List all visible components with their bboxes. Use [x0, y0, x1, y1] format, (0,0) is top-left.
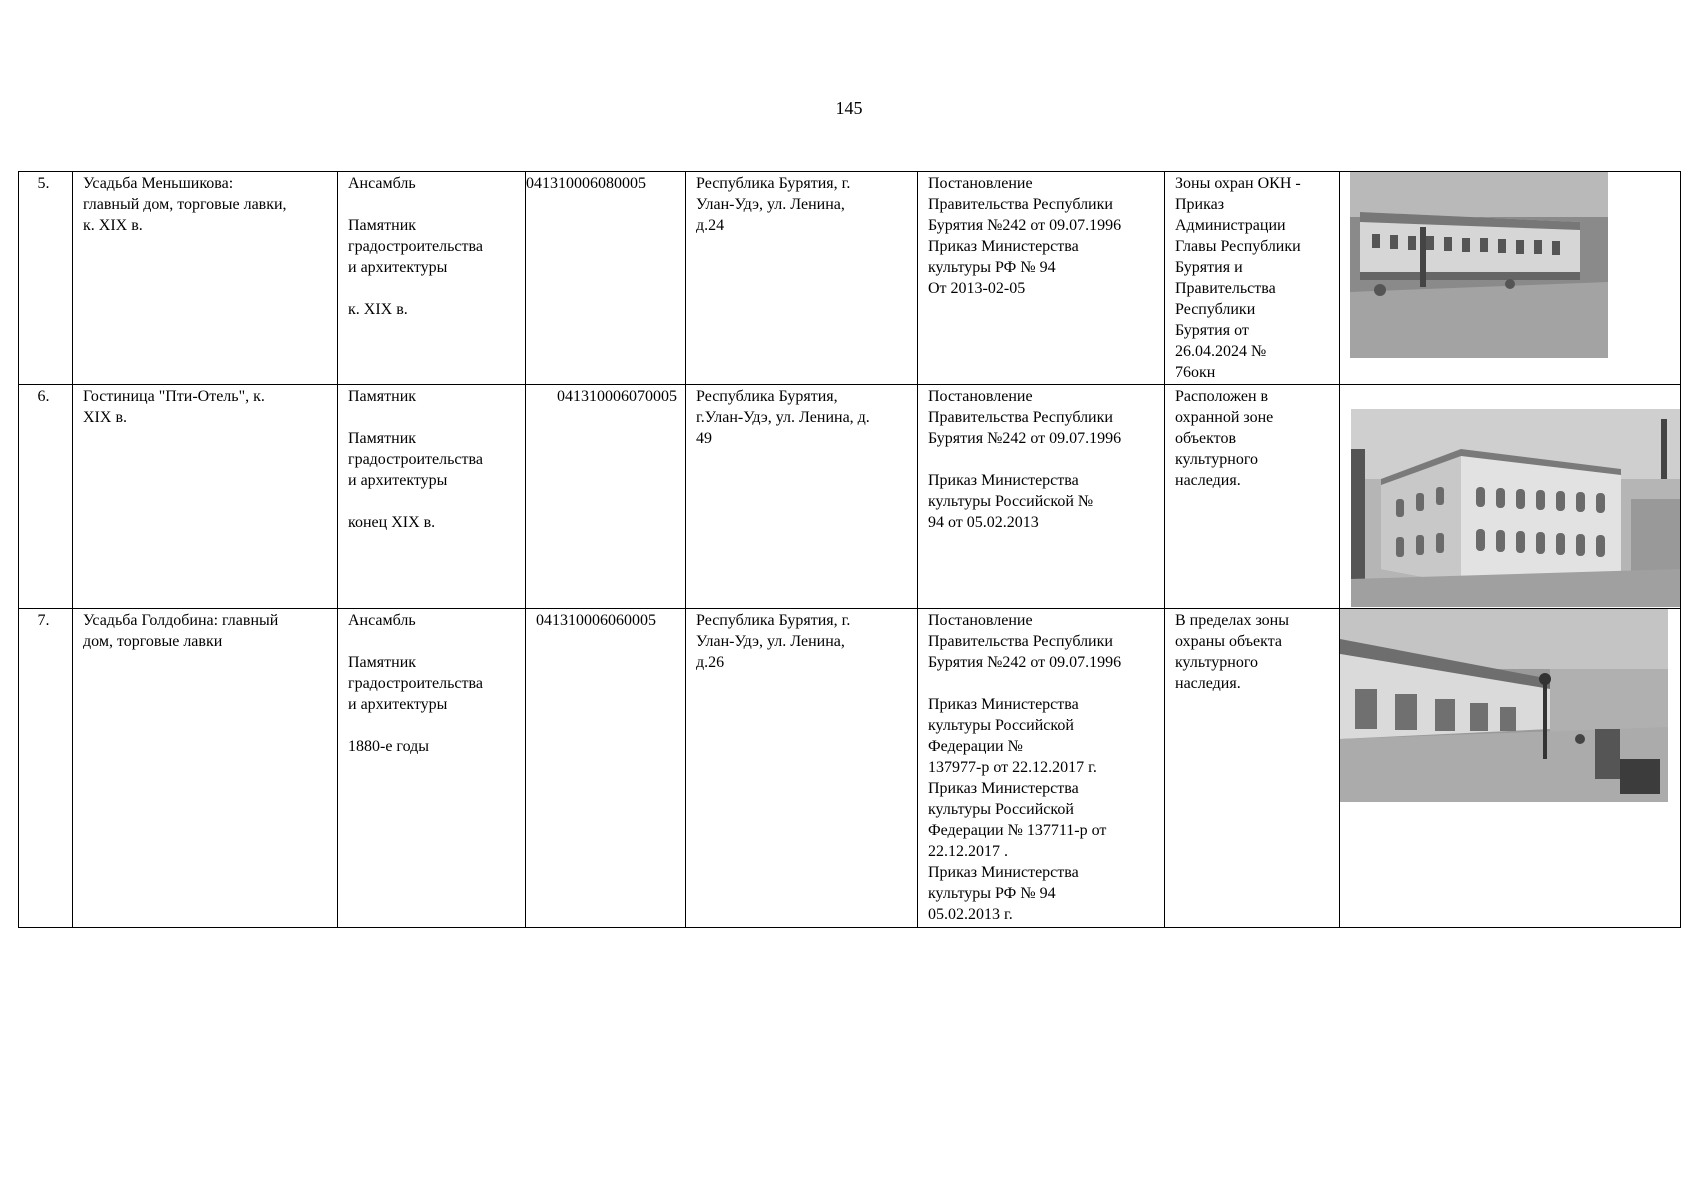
- table-row: [19, 609, 1681, 928]
- document-line: Приказ Министерства: [928, 864, 1079, 881]
- zone-line: Зоны охран ОКН -: [1175, 175, 1301, 192]
- building-photo: [1350, 172, 1608, 358]
- address-line: Республика Бурятия, г.: [696, 612, 851, 629]
- street-photo: [1340, 609, 1668, 802]
- address-cell: [686, 385, 918, 609]
- document-line: 05.02.2013 г.: [928, 906, 1013, 923]
- object-name-line: XIX в.: [83, 409, 127, 426]
- document-line: Федерации № 137711-р от: [928, 822, 1107, 839]
- document-line: культуры РФ № 94: [928, 259, 1056, 276]
- document-line: 137977-р от 22.12.2017 г.: [928, 759, 1097, 776]
- category-line: градостроительства: [348, 451, 483, 468]
- document-line: Постановление: [928, 612, 1033, 629]
- document-line: Приказ Министерства: [928, 472, 1079, 489]
- page-number: 145: [835, 98, 863, 118]
- document-line: культуры Российской: [928, 717, 1074, 734]
- address-line: г.Улан-Удэ, ул. Ленина, д.: [696, 409, 870, 426]
- document-line: Бурятия №242 от 09.07.1996: [928, 430, 1122, 447]
- object-name-line: Гостиница "Пти-Отель", к.: [83, 388, 265, 405]
- category-line: градостроительства: [348, 238, 483, 255]
- heritage-objects-table: [18, 171, 1681, 928]
- registration-number-cell: [526, 609, 686, 928]
- zone-line: Приказ: [1175, 196, 1225, 213]
- registration-number-cell: [526, 385, 686, 609]
- zone-line: Расположен в: [1175, 388, 1269, 405]
- category-line: и архитектуры: [348, 696, 448, 713]
- protection-zone-cell: [1165, 609, 1340, 928]
- zone-line: 76окн: [1175, 364, 1216, 381]
- row-number: 6.: [19, 385, 73, 609]
- documents-cell: [918, 172, 1165, 385]
- document-line: От 2013-02-05: [928, 280, 1026, 297]
- zone-line: Правительства: [1175, 280, 1276, 297]
- documents-cell: [918, 609, 1165, 928]
- document-line: Бурятия №242 от 09.07.1996: [928, 217, 1122, 234]
- category-line: Памятник: [348, 217, 417, 234]
- photo-cell: [1340, 609, 1681, 928]
- object-name-cell: [73, 609, 338, 928]
- category-line: Ансамбль: [348, 175, 416, 192]
- category-line: Памятник: [348, 430, 417, 447]
- document-line: 22.12.2017 .: [928, 843, 1008, 860]
- zone-line: наследия.: [1175, 472, 1241, 489]
- address-line: д.26: [696, 654, 725, 671]
- document-line: культуры РФ № 94: [928, 885, 1056, 902]
- building-photo: [1351, 409, 1680, 607]
- protection-zone-cell: [1165, 172, 1340, 385]
- category-line: конец XIX в.: [348, 514, 436, 531]
- zone-line: В пределах зоны: [1175, 612, 1289, 629]
- row-number: 7.: [19, 609, 73, 928]
- registration-number: 041310006060005: [536, 612, 656, 629]
- zone-line: объектов: [1175, 430, 1237, 447]
- photo-cell: [1340, 172, 1681, 385]
- address-line: Республика Бурятия, г.: [696, 175, 851, 192]
- zone-line: Республики: [1175, 301, 1256, 318]
- object-name-line: главный дом, торговые лавки,: [83, 196, 287, 213]
- zone-line: культурного: [1175, 451, 1259, 468]
- category-line: Ансамбль: [348, 612, 416, 629]
- document-line: культуры Российской №: [928, 493, 1094, 510]
- table-row: [19, 385, 1681, 609]
- document-line: Постановление: [928, 388, 1033, 405]
- object-name-cell: [73, 172, 338, 385]
- document-line: 94 от 05.02.2013: [928, 514, 1039, 531]
- table-row: [19, 172, 1681, 385]
- address-line: д.24: [696, 217, 725, 234]
- address-line: Республика Бурятия,: [696, 388, 838, 405]
- document-line: Правительства Республики: [928, 196, 1113, 213]
- document-line: Постановление: [928, 175, 1033, 192]
- registration-number-cell: [526, 172, 686, 385]
- object-name-line: Усадьба Голдобина: главный: [83, 612, 279, 629]
- object-name-cell: [73, 385, 338, 609]
- document-line: Приказ Министерства: [928, 696, 1079, 713]
- zone-line: 26.04.2024 №: [1175, 343, 1267, 360]
- zone-line: охранной зоне: [1175, 409, 1274, 426]
- object-name-line: Усадьба Меньшикова:: [83, 175, 234, 192]
- address-line: Улан-Удэ, ул. Ленина,: [696, 196, 845, 213]
- category-line: и архитектуры: [348, 259, 448, 276]
- protection-zone-cell: [1165, 385, 1340, 609]
- document-line: культуры Российской: [928, 801, 1074, 818]
- category-line: 1880-е годы: [348, 738, 430, 755]
- object-name-line: к. XIX в.: [83, 217, 143, 234]
- zone-line: наследия.: [1175, 675, 1241, 692]
- zone-line: Главы Республики: [1175, 238, 1301, 255]
- registration-number: 041310006070005: [557, 388, 677, 405]
- zone-line: культурного: [1175, 654, 1259, 671]
- photo-cell: [1340, 385, 1681, 609]
- object-name-line: дом, торговые лавки: [83, 633, 223, 650]
- address-cell: [686, 609, 918, 928]
- zone-line: Бурятия и: [1175, 259, 1243, 276]
- document-line: Приказ Министерства: [928, 238, 1079, 255]
- address-line: Улан-Удэ, ул. Ленина,: [696, 633, 845, 650]
- category-line: и архитектуры: [348, 472, 448, 489]
- registration-number: 041310006080005: [526, 175, 646, 192]
- document-line: Федерации №: [928, 738, 1023, 755]
- category-cell: [338, 385, 526, 609]
- address-cell: [686, 172, 918, 385]
- document-line: Правительства Республики: [928, 633, 1113, 650]
- zone-line: охраны объекта: [1175, 633, 1282, 650]
- category-line: Памятник: [348, 388, 417, 405]
- document-line: Бурятия №242 от 09.07.1996: [928, 654, 1122, 671]
- category-line: градостроительства: [348, 675, 483, 692]
- category-line: к. XIX в.: [348, 301, 408, 318]
- category-line: Памятник: [348, 654, 417, 671]
- address-line: 49: [696, 430, 712, 447]
- category-cell: [338, 172, 526, 385]
- zone-line: Администрации: [1175, 217, 1286, 234]
- row-number: 5.: [19, 172, 73, 385]
- zone-line: Бурятия от: [1175, 322, 1249, 339]
- category-cell: [338, 609, 526, 928]
- document-line: Правительства Республики: [928, 409, 1113, 426]
- documents-cell: [918, 385, 1165, 609]
- document-line: Приказ Министерства: [928, 780, 1079, 797]
